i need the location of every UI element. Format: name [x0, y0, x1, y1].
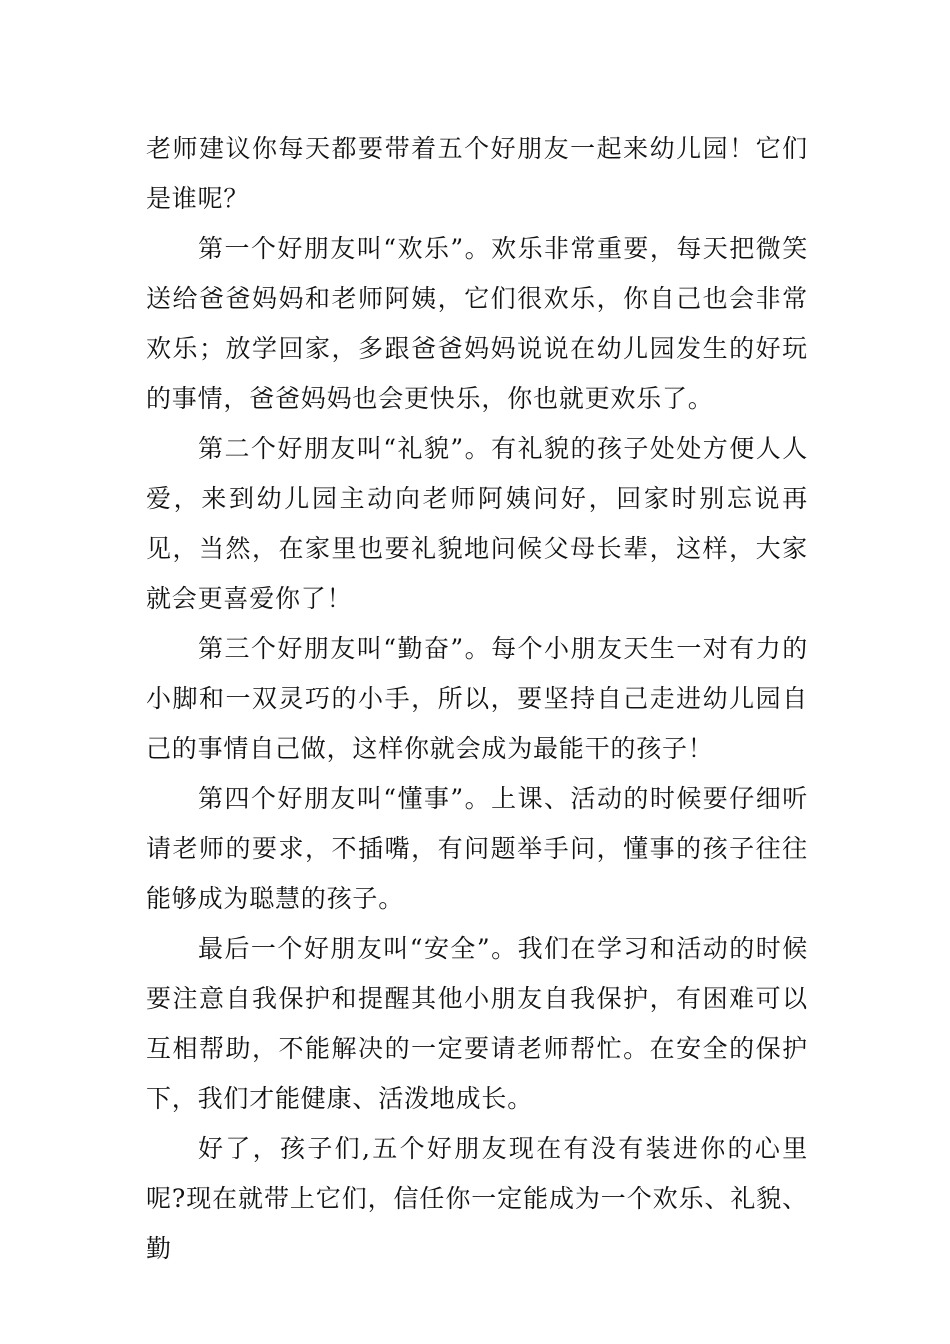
paragraph-friend-safety: 最后一个好朋友叫“安全”。我们在学习和活动的时候要注意自我保护和提醒其他小朋友自我保护，有困难可以互相帮助，不能解决的一定要请老师帮忙。在安全的保护下，我们才能健康、活泼地成长。: [146, 934, 808, 1113]
paragraph-friend-happiness: 第一个好朋友叫“欢乐”。欢乐非常重要，每天把微笑送给爸爸妈妈和老师阿姨，它们很欢乐，你自己也会非常欢乐；放学回家，多跟爸爸妈妈说说在幼儿园发生的好玩的事情，爸爸妈妈也会更快乐，你也就更欢乐了。: [146, 234, 808, 413]
paragraph-intro: 老师建议你每天都要带着五个好朋友一起来幼儿园！它们是谁呢？: [146, 134, 808, 213]
paragraph-conclusion: 好了，孩子们,五个好朋友现在有没有装进你的心里呢?现在就带上它们，信任你一定能成为一个欢乐、礼貌、勤: [146, 1134, 808, 1263]
paragraph-friend-sensible: 第四个好朋友叫“懂事”。上课、活动的时候要仔细听请老师的要求，不插嘴，有问题举手问，懂事的孩子往往能够成为聪慧的孩子。: [146, 784, 808, 913]
document-body: [146, 124, 808, 1274]
paragraph-friend-politeness: 第二个好朋友叫“礼貌”。有礼貌的孩子处处方便人人爱，来到幼儿园主动向老师阿姨问好，回家时别忘说再见，当然，在家里也要礼貌地问候父母长辈，这样，大家就会更喜爱你了！: [146, 434, 808, 613]
paragraph-friend-diligence: 第三个好朋友叫“勤奋”。每个小朋友天生一对有力的小脚和一双灵巧的小手，所以，要坚持自己走进幼儿园自己的事情自己做，这样你就会成为最能干的孩子！: [146, 634, 808, 763]
